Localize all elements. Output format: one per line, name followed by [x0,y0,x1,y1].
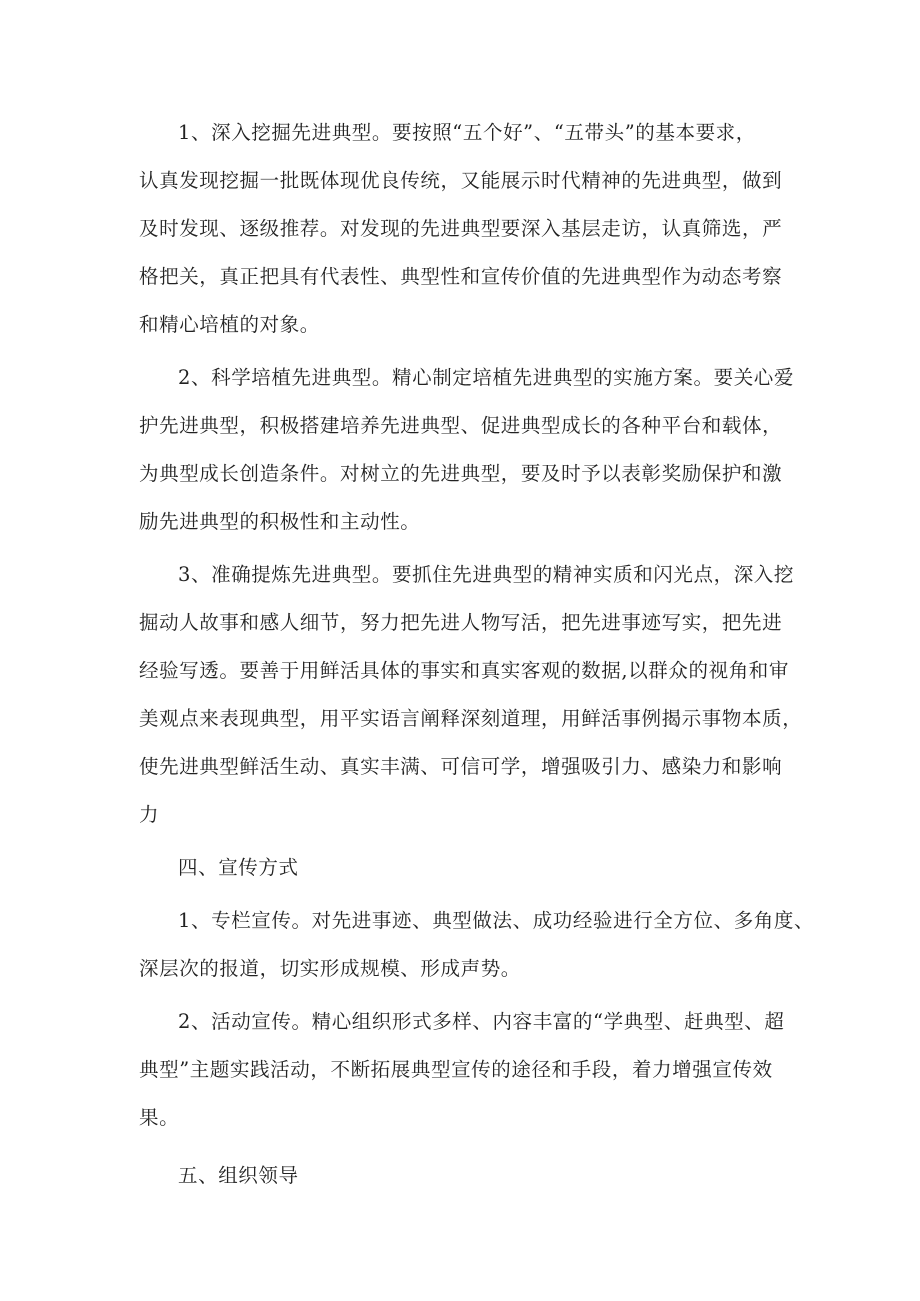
paragraph-2-line-3: 为典型成长创造条件。对树立的先进典型，要及时予以表彰奖励保护和激 [139,462,783,485]
section-heading-4: 四、宣传方式 [178,856,299,879]
paragraph-3-line-1: 3、准确提炼先进典型。要抓住先进典型的精神实质和闪光点，深入挖 [178,563,795,586]
paragraph-5-line-2: 典型”主题实践活动，不断拓展典型宣传的途径和手段，着力增强宣传效 [139,1058,773,1081]
paragraph-3-line-4: 美观点来表现典型，用平实语言阐释深刻道理，用鲜活事例揭示事物本质， [139,707,803,730]
paragraph-2-line-4: 励先进典型的积极性和主动性。 [139,510,421,533]
paragraph-5-line-3: 果。 [139,1106,180,1129]
section-heading-5: 五、组织领导 [178,1164,299,1187]
paragraph-1-line-1: 1、深入挖掘先进典型。要按照“五个好”、“五带头”的基本要求， [178,121,756,144]
paragraph-5-line-1: 2、活动宣传。精心组织形式多样、内容丰富的“学典型、赶典型、超 [178,1010,785,1033]
paragraph-2-line-2: 护先进典型，积极搭建培养先进典型、促进典型成长的各种平台和载体， [139,414,783,437]
paragraph-3-line-5: 使先进典型鲜活生动、真实丰满、可信可学，增强吸引力、感染力和影响 [139,755,783,778]
paragraph-3-line-3: 经验写透。要善于用鲜活具体的事实和真实客观的数据,以群众的视角和审 [139,659,789,682]
paragraph-3-line-2: 掘动人故事和感人细节，努力把先进人物写活，把先进事迹写实，把先进 [139,611,783,634]
paragraph-3-line-6: 力 [139,803,160,826]
paragraph-1-line-5: 和精心培植的对象。 [139,313,320,336]
paragraph-1-line-3: 及时发现、逐级推荐。对发现的先进典型要深入基层走访，认真筛选，严 [139,217,783,240]
paragraph-2-line-1: 2、科学培植先进典型。精心制定培植先进典型的实施方案。要关心爱 [178,366,795,389]
paragraph-4-line-2: 深层次的报道，切实形成规模、形成声势。 [139,957,521,980]
paragraph-4-line-1: 1、专栏宣传。对先进事迹、典型做法、成功经验进行全方位、多角度、 [178,909,815,932]
paragraph-1-line-2: 认真发现挖掘一批既体现优良传统，又能展示时代精神的先进典型，做到 [139,169,783,192]
paragraph-1-line-4: 格把关，真正把具有代表性、典型性和宣传价值的先进典型作为动态考察 [139,265,783,288]
